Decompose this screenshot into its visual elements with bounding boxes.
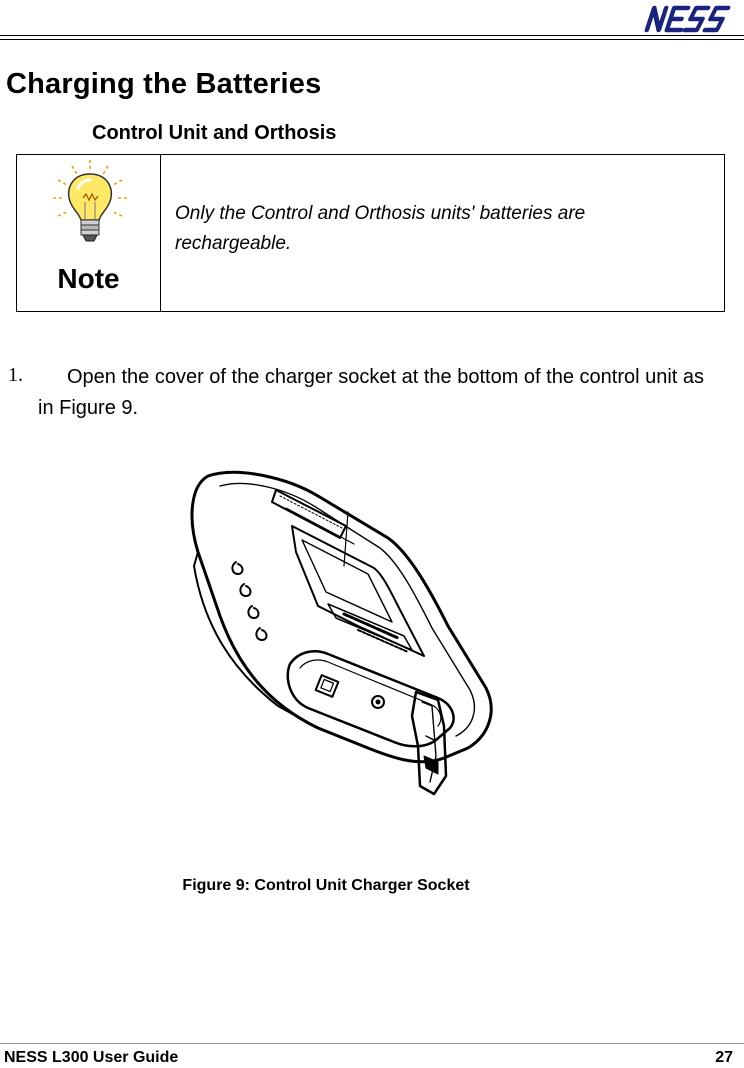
note-divider (160, 155, 161, 311)
lightbulb-icon (50, 158, 130, 253)
step-text: Open the cover of the charger socket at the bottom of the control unit as in Figure 9. (38, 366, 705, 419)
header-rule-secondary (0, 39, 744, 40)
footer-rule (0, 1043, 744, 1044)
ness-logo (640, 2, 738, 36)
footer-guide-title: NESS L300 User Guide (4, 1049, 179, 1066)
note-label: Note (57, 263, 120, 294)
footer-page-number: 27 (715, 1049, 733, 1066)
page-title: Charging the Batteries (6, 68, 322, 100)
step-number: 1. (8, 364, 23, 386)
note-box (16, 154, 725, 312)
figure-caption: Figure 9: Control Unit Charger Socket (182, 877, 470, 894)
note-text: Only the Control and Orthosis units' batteries are rechargeable. (175, 203, 586, 254)
section-subtitle: Control Unit and Orthosis (92, 122, 337, 144)
header-rule (0, 35, 744, 36)
control-unit-illustration (168, 456, 508, 816)
